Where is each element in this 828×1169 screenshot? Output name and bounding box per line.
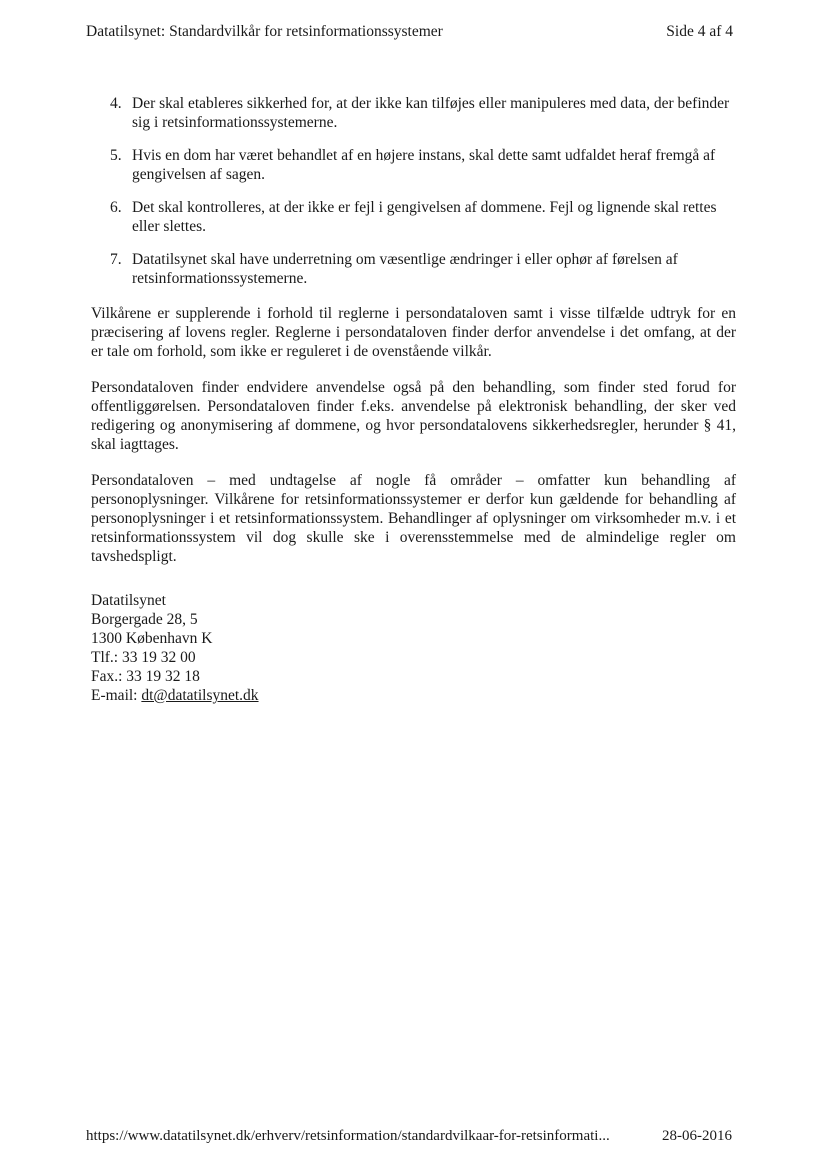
body-text [91, 304, 736, 583]
contact-email-row [91, 686, 259, 705]
list-item [110, 198, 730, 236]
footer-url: https://www.datatilsynet.dk/erhverv/retsinformation/standardvilkaar-for-retsinformati... [86, 1128, 610, 1144]
page-header-title: Datatilsynet: Standardvilkår for retsinformationssystemer [86, 23, 443, 40]
list-item-text: Der skal etableres sikkerhed for, at der ikke kan tilføjes eller manipuleres med data, der befinder sig i retsinformationssystemerne. [132, 95, 730, 131]
contact-name: Datatilsynet [91, 592, 166, 609]
contact-fax: Fax.: 33 19 32 18 [91, 668, 200, 685]
conditions-list [110, 94, 730, 302]
footer-date: 28-06-2016 [662, 1128, 732, 1144]
list-item-text: Datatilsynet skal have underretning om væsentlige ændringer i eller ophør af førelsen af retsinformationssystemerne. [132, 251, 678, 287]
email-link[interactable]: dt@datatilsynet.dk [141, 687, 259, 704]
contact-street: Borgergade 28, 5 [91, 611, 198, 628]
contact-email-label: E-mail: [91, 687, 142, 704]
list-item [110, 250, 730, 288]
page-number: Side 4 af 4 [666, 23, 733, 40]
contact-phone: Tlf.: 33 19 32 00 [91, 649, 196, 666]
list-item [110, 146, 730, 184]
list-item [110, 94, 730, 132]
list-item-number: 7. [110, 251, 122, 268]
paragraph: Persondataloven – med undtagelse af nogle få områder – omfatter kun behandling af personoplysninger. Vilkårene for retsinformationssystemer er derfor kun gældende for behandling af personoplysninger i et retsinformationssystem. Behandlinger af oplysninger om virksomheder m.v. i et retsinformationssystem vil dog skulle ske i overensstemmelse med de almindelige regler om tavshedspligt. [91, 472, 736, 565]
list-item-number: 4. [110, 95, 122, 112]
list-item-number: 5. [110, 147, 122, 164]
list-item-text: Hvis en dom har været behandlet af en højere instans, skal dette samt udfaldet heraf fremgå af gengivelsen af sagen. [132, 147, 716, 183]
contact-block [91, 591, 259, 705]
list-item-text: Det skal kontrolleres, at der ikke er fejl i gengivelsen af dommene. Fejl og lignende skal rettes eller slettes. [132, 199, 717, 235]
paragraph: Vilkårene er supplerende i forhold til reglerne i persondataloven samt i visse tilfælde udtryk for en præcisering af lovens regler. Reglerne i persondataloven finder derfor anvendelse i det omfang, at der er tale om forhold, som ikke er reguleret i de ovenstående vilkår. [91, 305, 736, 360]
list-item-number: 6. [110, 199, 122, 216]
contact-city: 1300 København K [91, 630, 213, 647]
paragraph: Persondataloven finder endvidere anvendelse også på den behandling, som finder sted forud for offentliggørelsen. Persondataloven finder f.eks. anvendelse på elektronisk behandling, der sker ved redigering og anonymisering af dommene, og hvor persondatalovens sikkerhedsregler, herunder § 41, skal iagttages. [91, 379, 736, 453]
